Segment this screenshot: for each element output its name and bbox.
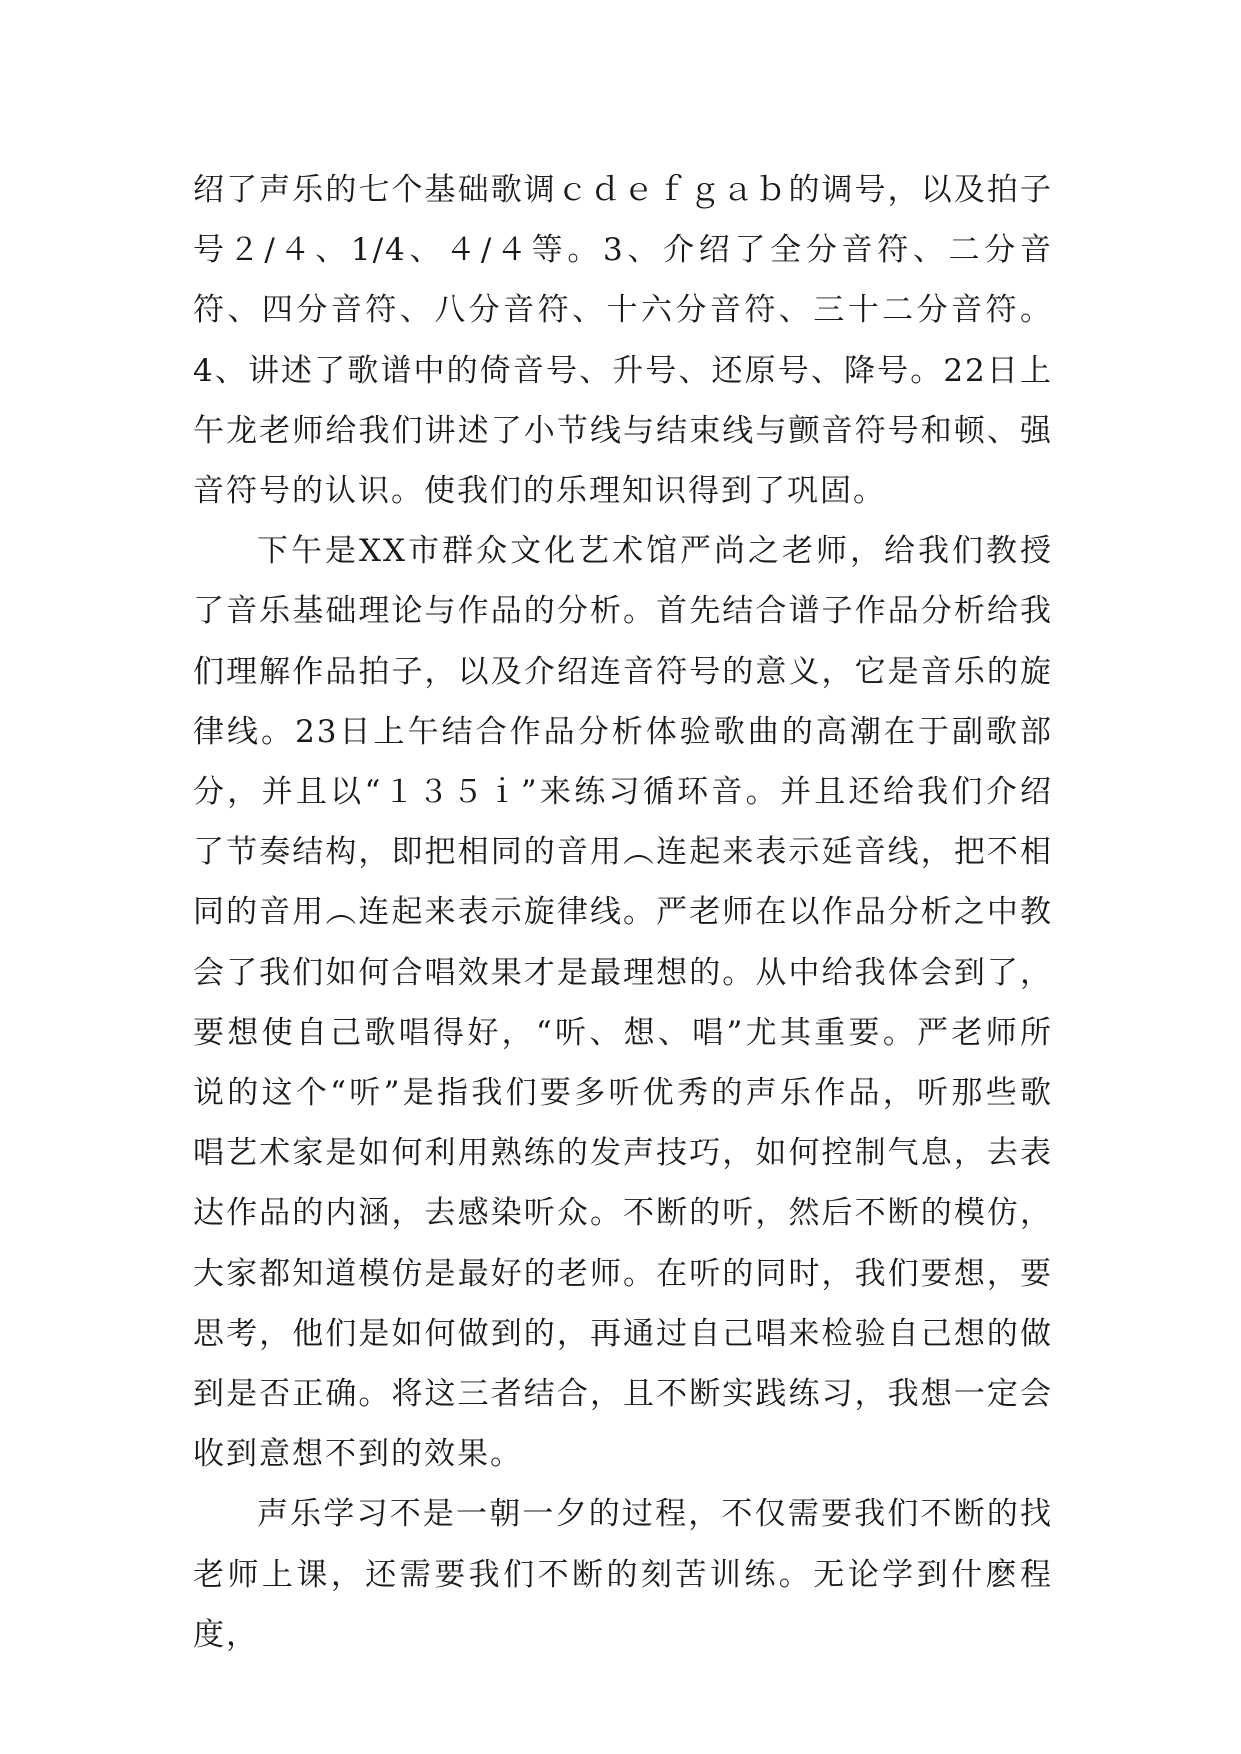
- paragraph-1: 绍了声乐的七个基础歌调ｃｄｅｆｇａｂ的调号，以及拍子号２/４、1/4、４/４等。3、介绍了全分音符、二分音符、四分音符、八分音符、十六分音符、三十二分音符。4、讲述了歌谱中的倚音号、升号、还原号、降号。22日上午龙老师给我们讲述了小节线与结束线与颤音符号和顿、强音符号的认识。使我们的乐理知识得到了巩固。: [193, 172, 1053, 510]
- paragraph-2: 下午是XX市群众文化艺术馆严尚之老师，给我们教授了音乐基础理论与作品的分析。首先结合谱子作品分析给我们理解作品拍子，以及介绍连音符号的意义，它是音乐的旋律线。23日上午结合作品分析体验歌曲的高潮在于副歌部分，并且以“１３５ｉ”来练习循环音。并且还给我们介绍了节奏结构，即把相同的音用︵连起来表示延音线，把不相同的音用︵连起来表示旋律线。严老师在以作品分析之中教会了我们如何合唱效果才是最理想的。从中给我体会到了，要想使自己歌唱得好，“听、想、唱”尤其重要。严老师所说的这个“听”是指我们要多听优秀的声乐作品，听那些歌唱艺术家是如何利用熟练的发声技巧，如何控制气息，去表达作品的内涵，去感染听众。不断的听，然后不断的模仿，大家都知道模仿是最好的老师。在听的同时，我们要想，要思考，他们是如何做到的，再通过自己唱来检验自己想的做到是否正确。将这三者结合，且不断实践练习，我想一定会收到意想不到的效果。: [193, 533, 1053, 1473]
- paragraph-3: 声乐学习不是一朝一夕的过程，不仅需要我们不断的找老师上课，还需要我们不断的刻苦训练。无论学到什麽程度，: [193, 1496, 1053, 1653]
- body-text: [193, 160, 1053, 1665]
